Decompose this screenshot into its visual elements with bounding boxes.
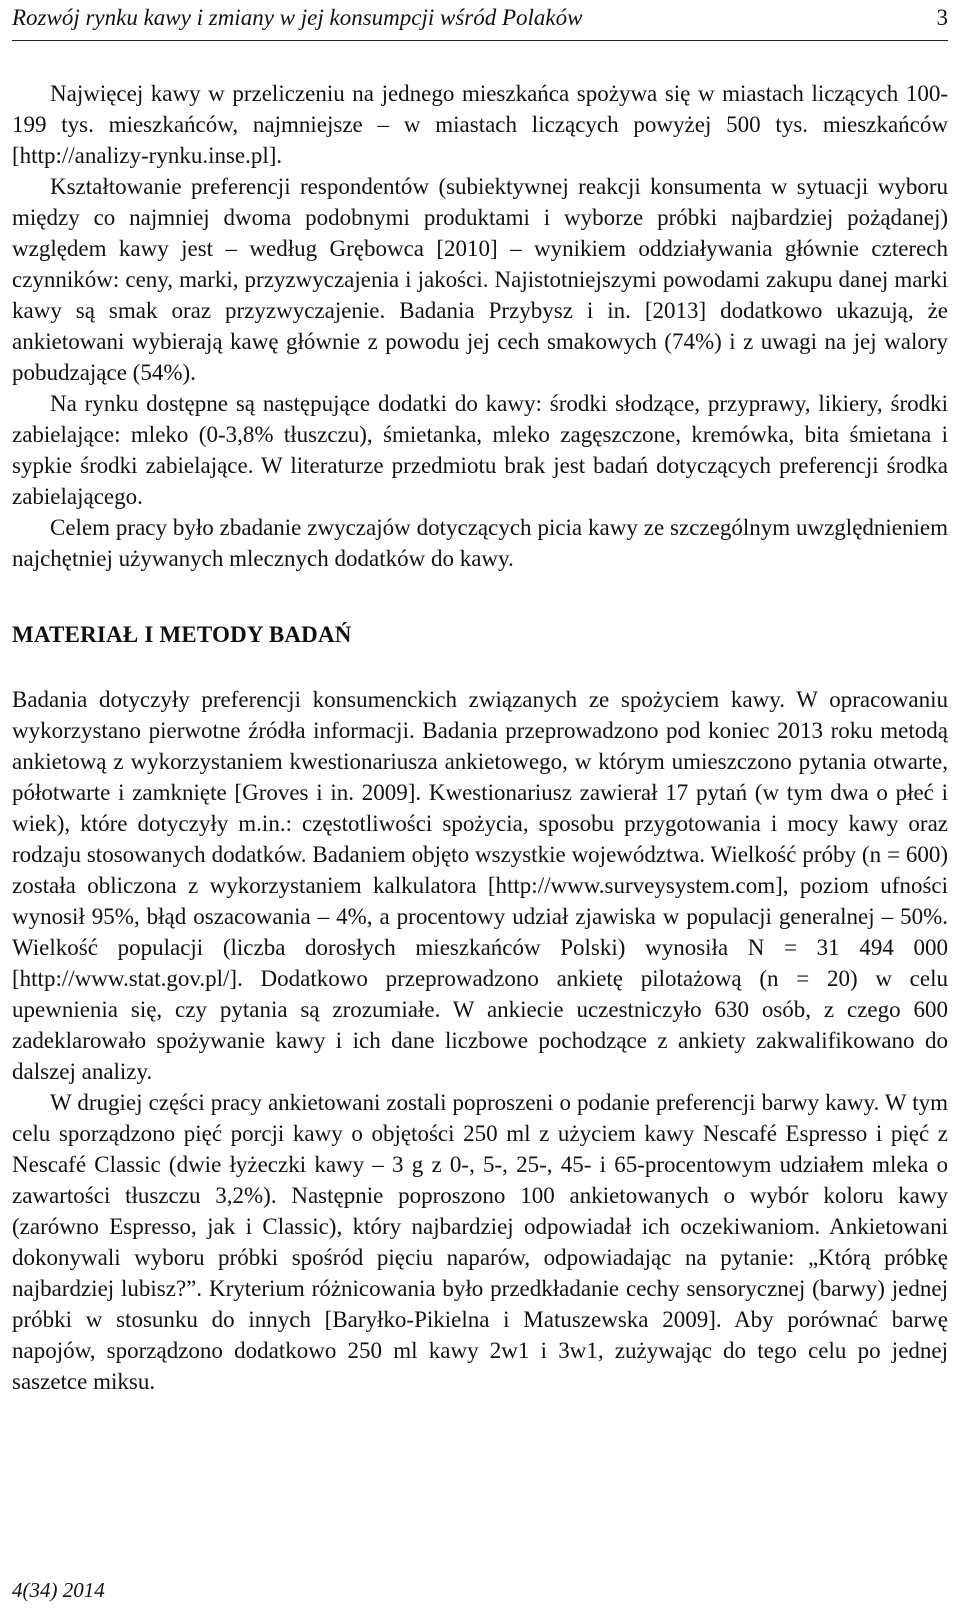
- running-header: [12, 2, 948, 41]
- issue-footer: 4(34) 2014: [12, 1578, 105, 1602]
- page-number: 3: [936, 5, 948, 30]
- running-title: Rozwój rynku kawy i zmiany w jej konsumpcji wśród Polaków: [12, 5, 583, 30]
- methods-text: [12, 684, 948, 1397]
- intro-text: [12, 78, 948, 574]
- paragraph: Kształtowanie preferencji respondentów (subiektywnej reakcji konsumenta w sytuacji wyboru między co najmniej dwoma podobnymi produktami i wyborze próbki najbardziej pożądanej) względem kawy jest – według Grębowca [2010] – wynikiem oddziaływania głównie czterech czynników: ceny, marki, przyzwyczajenia i jakości. Najistotniejszymi powodami zakupu danej marki kawy są smak oraz przyzwyczajenie. Badania Przybysz i in. [2013] dodatkowo ukazują, że ankietowani wybierają kawę głównie z powodu jej cech smakowych (74%) i z uwagi na jej walory pobudzające (54%).: [12, 174, 948, 385]
- paragraph: Badania dotyczyły preferencji konsumenckich związanych ze spożyciem kawy. W opracowaniu wykorzystano pierwotne źródła informacji. Badania przeprowadzono pod koniec 2013 roku metodą ankietową z wykorzystaniem kwestionariusza ankietowego, w którym umieszczono pytania otwarte, półotwarte i zamknięte [Groves i in. 2009]. Kwestionariusz zawierał 17 pytań (w tym dwa o płeć i wiek), które dotyczyły m.in.: częstotliwości spożycia, sposobu przygotowania i mocy kawy oraz rodzaju stosowanych dodatków. Badaniem objęto wszystkie województwa. Wielkość próby (n = 600) została obliczona z wykorzystaniem kalkulatora [http://www.surveysystem.com], poziom ufności wynosił 95%, błąd oszacowania – 4%, a procentowy udział zjawiska w populacji generalnej – 50%. Wielkość populacji (liczba dorosłych mieszkańców Polski) wynosiła N = 31 494 000 [http://www.stat.gov.pl/]. Dodatkowo przeprowadzono ankietę pilotażową (n = 20) w celu upewnienia się, czy pytania są zrozumiałe. W ankiecie uczestniczyło 630 osób, z czego 600 zadeklarowało spożywanie kawy i ich dane liczbowe pochodzące z ankiety zakwalifikowano do dalszej analizy.: [12, 687, 948, 1084]
- section-heading: MATERIAŁ I METODY BADAŃ: [12, 622, 352, 647]
- paragraph: Celem pracy było zbadanie zwyczajów dotyczących picia kawy ze szczególnym uwzględnieniem najchętniej używanych mlecznych dodatków do kawy.: [12, 515, 948, 571]
- paragraph: Na rynku dostępne są następujące dodatki do kawy: środki słodzące, przyprawy, likiery, środki zabielające: mleko (0-3,8% tłuszczu), śmietanka, mleko zagęszczone, kremówka, bita śmietana i sypkie środki zabielające. W literaturze przedmiotu brak jest badań dotyczących preferencji środka zabielającego.: [12, 391, 948, 509]
- paragraph: W drugiej części pracy ankietowani zostali poproszeni o podanie preferencji barwy kawy. W tym celu sporządzono pięć porcji kawy o objętości 250 ml z użyciem kawy Nescafé Espresso i pięć z Nescafé Classic (dwie łyżeczki kawy – 3 g z 0-, 5-, 25-, 45- i 65-procentowym udziałem mleka o zawartości tłuszczu 3,2%). Następnie poproszono 100 ankietowanych o wybór koloru kawy (zarówno Espresso, jak i Classic), który najbardziej odpowiadał ich oczekiwaniom. Ankietowani dokonywali wyboru próbki spośród pięciu naparów, odpowiadając na pytanie: „Którą próbkę najbardziej lubisz?”. Kryterium różnicowania było przedkładanie cechy sensorycznej (barwy) jednej próbki w stosunku do innych [Baryłko-Pikielna i Matuszewska 2009]. Aby porównać barwę napojów, sporządzono dodatkowo 250 ml kawy 2w1 i 3w1, zużywając do tego celu po jednej saszetce miksu.: [12, 1090, 948, 1394]
- paragraph: Najwięcej kawy w przeliczeniu na jednego mieszkańca spożywa się w miastach liczących 100-199 tys. mieszkańców, najmniejsze – w miastach liczących powyżej 500 tys. mieszkańców [http://analizy-rynku.inse.pl].: [12, 81, 948, 168]
